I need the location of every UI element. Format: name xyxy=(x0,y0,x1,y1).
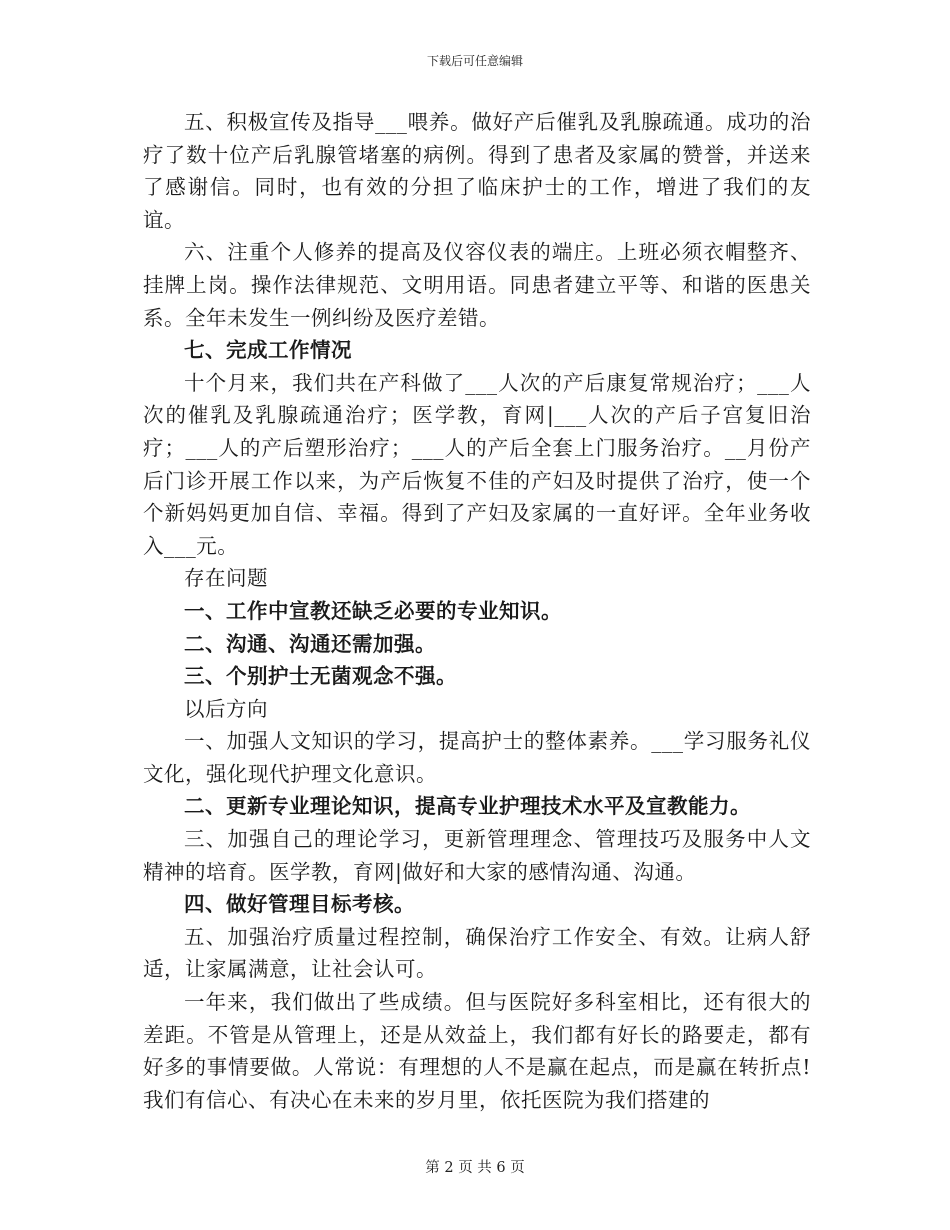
section-heading-problems: 存在问题 xyxy=(184,566,268,591)
future-item-5: 五、加强治疗质量过程控制，确保治疗工作安全、有效。让病人舒适，让家属满意，让社会认可。 xyxy=(143,924,811,982)
paragraph-work-summary: 十个月来，我们共在产科做了___人次的产后康复常规治疗；___人次的催乳及乳腺疏通治疗；医学教，育网|___人次的产后子宫复旧治疗；___人的产后塑形治疗；___人的产后全套上门服务治疗。__月份产后门诊开展工作以来，为产后恢复不佳的产妇及时提供了治疗，使一个个新妈妈更加自信、幸福。得到了产妇及家属的一直好评。全年业务收入___元。 xyxy=(143,370,811,558)
section-heading-work-status: 七、完成工作情况 xyxy=(184,338,352,363)
problem-item-1: 一、工作中宣教还缺乏必要的专业知识。 xyxy=(184,598,562,623)
section-heading-future: 以后方向 xyxy=(184,696,268,721)
paragraph-conclusion: 一年来，我们做出了些成绩。但与医院好多科室相比，还有很大的差距。不管是从管理上，还是从效益上，我们都有好长的路要走，都有好多的事情要做。人常说：有理想的人不是赢在起点，而是赢在转折点!我们有信心、有决心在未来的岁月里，依托医院为我们搭建的 xyxy=(143,990,811,1112)
problem-item-3: 三、个别护士无菌观念不强。 xyxy=(184,664,457,689)
future-item-3: 三、加强自己的理论学习，更新管理理念、管理技巧及服务中人文精神的培育。医学教，育网|做好和大家的感情沟通、沟通。 xyxy=(143,827,811,884)
future-item-2: 二、更新专业理论知识，提高专业护理技术水平及宣教能力。 xyxy=(184,794,751,819)
paragraph-2: 六、注重个人修养的提高及仪容仪表的端庄。上班必须衣帽整齐、挂牌上岗。操作法律规范、文明用语。同患者建立平等、和谐的医患关系。全年未发生一例纠纷及医疗差错。 xyxy=(143,240,811,330)
paragraph-1: 五、积极宣传及指导___喂养。做好产后催乳及乳腺疏通。成功的治疗了数十位产后乳腺管堵塞的病例。得到了患者及家属的赞誉，并送来了感谢信。同时，也有效的分担了临床护士的工作，增进了我们的友谊。 xyxy=(143,110,811,232)
page-header: 下载后可任意编辑 xyxy=(426,54,523,68)
problem-item-2: 二、沟通、沟通还需加强。 xyxy=(184,631,436,656)
future-item-1: 一、加强人文知识的学习，提高护士的整体素养。___学习服务礼仪文化，强化现代护理文化意识。 xyxy=(143,729,811,786)
page-number: 第 2 页 共 6 页 xyxy=(425,1160,525,1176)
future-item-4: 四、做好管理目标考核。 xyxy=(184,892,415,917)
document-body xyxy=(143,106,811,1116)
